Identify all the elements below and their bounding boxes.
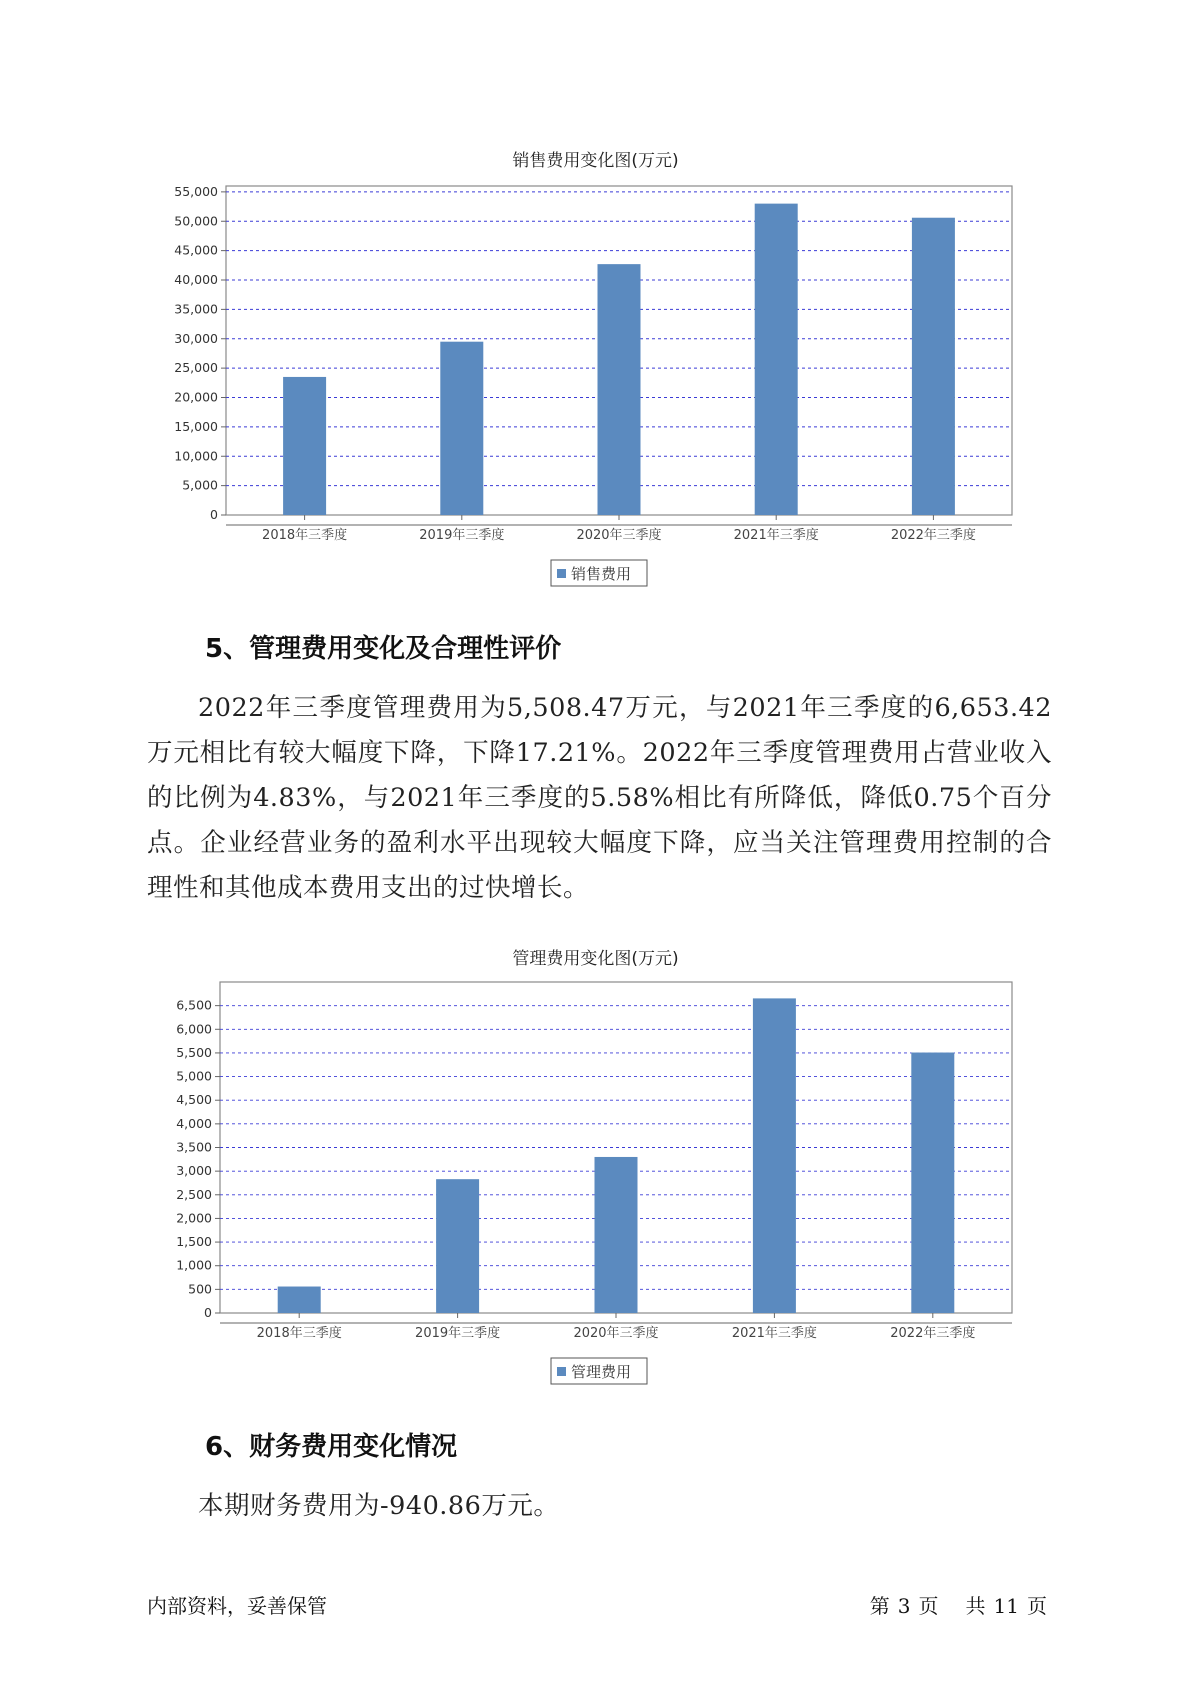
x-tick-label: 2021年三季度 [733, 528, 819, 543]
section-5-heading: 5、管理费用变化及合理性评价 [205, 634, 562, 664]
footer-confidential-note: 内部资料，妥善保管 [147, 1594, 327, 1618]
footer-page-total: 11 [993, 1594, 1019, 1618]
admin-chart-title: 管理费用变化图(万元) [512, 949, 679, 969]
section-6-paragraph: 本期财务费用为-940.86万元。 [198, 1491, 560, 1521]
y-tick-label: 15,000 [174, 418, 218, 434]
chart-legend [551, 1358, 647, 1384]
y-tick-label: 55,000 [174, 183, 218, 199]
y-tick-label: 4,000 [176, 1115, 212, 1131]
legend-label: 销售费用 [571, 565, 632, 583]
y-tick-label: 1,500 [176, 1234, 212, 1250]
footer-page-number [866, 1590, 1051, 1619]
y-tick-label: 500 [188, 1281, 212, 1297]
y-tick-label: 4,500 [176, 1092, 212, 1108]
footer-page-current: 3 [897, 1594, 911, 1618]
footer-total-unit: 页 [1027, 1594, 1047, 1618]
x-tick-label: 2022年三季度 [890, 1326, 976, 1341]
bar-3 [753, 998, 796, 1313]
y-tick-label: 6,000 [176, 1021, 212, 1037]
y-tick-label: 50,000 [174, 213, 218, 229]
y-tick-label: 6,500 [176, 997, 212, 1013]
section-6-heading: 6、财务费用变化情况 [205, 1432, 458, 1462]
y-tick-label: 1,000 [176, 1257, 212, 1273]
sales-chart-title: 销售费用变化图(万元) [512, 151, 679, 171]
y-tick-label: 25,000 [174, 360, 218, 376]
x-tick-label: 2018年三季度 [262, 528, 348, 543]
y-tick-label: 0 [204, 1305, 212, 1320]
y-tick-label: 5,500 [176, 1044, 212, 1060]
bar-1 [436, 1179, 479, 1313]
y-tick-label: 45,000 [174, 242, 218, 258]
x-tick-label: 2020年三季度 [573, 1326, 659, 1341]
y-tick-label: 2,500 [176, 1186, 212, 1202]
x-tick-label: 2022年三季度 [890, 528, 976, 543]
y-tick-label: 3,500 [176, 1139, 212, 1155]
y-tick-label: 10,000 [174, 448, 218, 464]
x-tick-label: 2019年三季度 [419, 528, 505, 543]
legend-swatch [557, 1367, 566, 1376]
bar-4 [911, 1053, 954, 1313]
legend-label: 管理费用 [571, 1363, 632, 1381]
x-tick-label: 2021年三季度 [731, 1326, 817, 1341]
footer-page-prefix: 第 [869, 1594, 890, 1618]
y-tick-label: 30,000 [174, 330, 218, 346]
y-tick-label: 20,000 [174, 389, 218, 405]
bar-0 [278, 1287, 321, 1313]
y-tick-label: 0 [210, 507, 218, 522]
y-tick-label: 35,000 [174, 301, 218, 317]
x-tick-label: 2020年三季度 [576, 528, 662, 543]
y-tick-label: 5,000 [182, 477, 218, 493]
y-tick-label: 40,000 [174, 272, 218, 287]
x-tick-label: 2019年三季度 [415, 1326, 501, 1341]
y-tick-label: 5,000 [176, 1068, 212, 1084]
y-tick-label: 3,000 [176, 1163, 212, 1179]
footer-page-unit: 页 [918, 1594, 939, 1618]
x-tick-label: 2018年三季度 [256, 1326, 342, 1341]
section-5-paragraph: 2022年三季度管理费用为5,508.47万元，与2021年三季度的6,653.42万元相比有较大幅度下降，下降17.21%。2022年三季度管理费用占营业收入的比例为4.83%，与2021年三季度的5.58%相比有所降低，降低0.75个百分点。企业经营业务的盈利水平出现较大幅度下降，应当关注管理费用控制的合理性和其他成本费用支出的过快增长。 [147, 693, 1052, 903]
footer-total-prefix: 共 [965, 1594, 986, 1618]
bar-2 [595, 1157, 638, 1313]
y-tick-label: 2,000 [176, 1210, 212, 1226]
